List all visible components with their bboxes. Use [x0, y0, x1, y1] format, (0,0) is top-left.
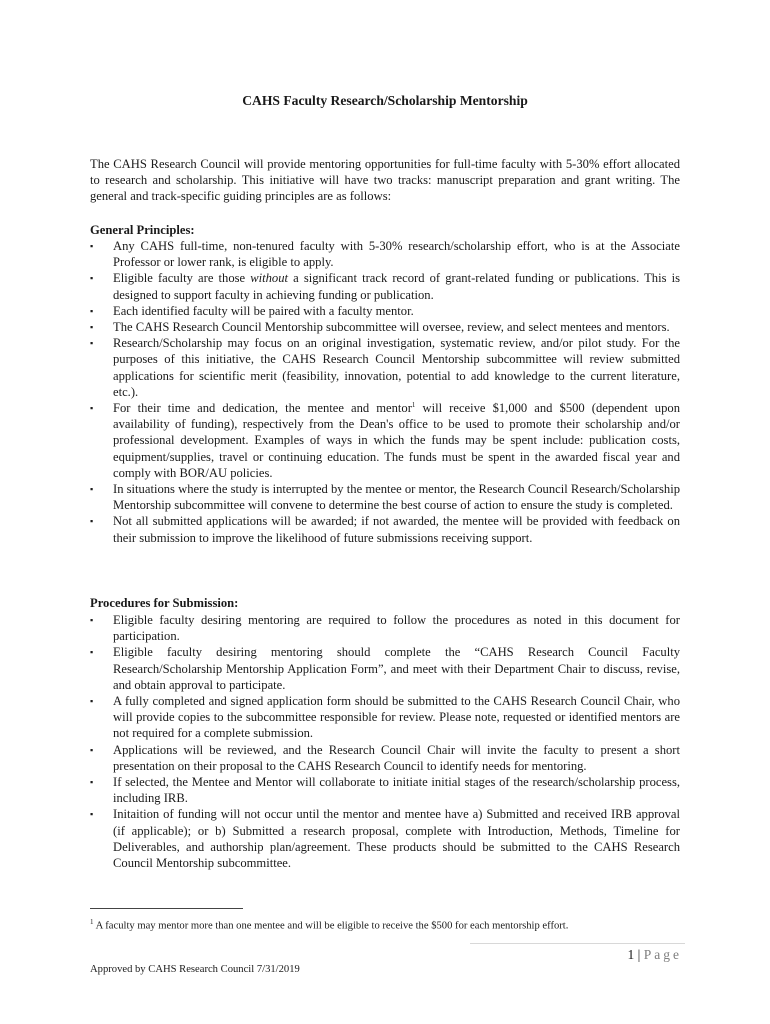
procedures-list	[90, 612, 680, 871]
bullet-icon: ▪	[90, 322, 94, 333]
bullet-icon: ▪	[90, 273, 94, 284]
bullet-icon: ▪	[90, 744, 94, 755]
list-item	[90, 644, 680, 693]
page-number-value: 1	[627, 947, 635, 962]
list-item	[90, 270, 680, 302]
bullet-icon: ▪	[90, 647, 94, 658]
list-item	[90, 612, 680, 644]
list-item-text: For their time and dedication, the mentee and mentor	[113, 401, 412, 416]
list-item-text: A fully completed and signed application form should be submitted to the CAHS Research Council Chair, who will provide copies to the subcommittee responsible for review. Please note, requested or identified mentors are not required for a complete submission.	[113, 694, 680, 741]
list-item-text: a significant track record of grant-related funding or publications. This is designed to support faculty in achieving funding or publication.	[113, 271, 680, 302]
footnote-reference: 1	[411, 400, 416, 409]
list-item-text: Any CAHS full-time, non-tenured faculty with 5-30% research/scholarship effort, who is at the Associate Professor or lower rank, is eligible to apply.	[113, 239, 680, 270]
list-item	[90, 238, 680, 270]
bullet-icon: ▪	[90, 305, 94, 316]
bullet-icon: ▪	[90, 809, 94, 820]
list-item-text: Each identified faculty will be paired with a faculty mentor.	[113, 303, 414, 318]
bullet-icon: ▪	[90, 338, 94, 349]
list-item-text: Eligible faculty desiring mentoring are required to follow the procedures as noted in this document for participation.	[113, 613, 680, 644]
emphasis-text: without	[250, 271, 289, 286]
bullet-icon: ▪	[90, 241, 94, 251]
list-item-text: Eligible faculty are those	[113, 271, 251, 286]
footnote-marker: 1	[90, 918, 94, 926]
list-item	[90, 400, 680, 481]
general-principles-list	[90, 238, 680, 546]
list-item-text: Initaition of funding will not occur until the mentor and mentee have a) Submitted and received IRB approval (if applicable); or b) Submitted a research proposal, complete with Introduction, Methods, Timeline for Deliverables, and authorship plan/agreement. These products should be submitted to the CAHS Research Council Mentorship subcommittee.	[113, 807, 680, 871]
list-item	[90, 742, 680, 774]
list-item-text: will receive $1,000 and $500 (dependent upon availability of funding), respectively from the Dean's office to be used to promote their scholarship and/or professional development. Examples of ways in which the funds may be spent include: publication costs, equipment/supplies, travel or continuing education. The funds must be spent in the awarded fiscal year and comply with BOR/AU policies.	[113, 401, 680, 480]
page-title: CAHS Faculty Research/Scholarship Mentorship	[242, 93, 528, 108]
bullet-icon: ▪	[90, 615, 94, 625]
approval-note: Approved by CAHS Research Council 7/31/2019	[90, 964, 300, 975]
footnote-divider	[90, 908, 243, 909]
procedures-heading: Procedures for Submission:	[90, 596, 239, 610]
footnote-text: A faculty may mentor more than one mentee and will be eligible to receive the $500 for each mentorship effort.	[93, 920, 569, 932]
bullet-icon: ▪	[90, 516, 94, 527]
list-item	[90, 319, 680, 335]
page-label: Page	[643, 947, 682, 962]
page-number	[628, 947, 682, 963]
list-item-text: In situations where the study is interrupted by the mentee or mentor, the Research Council Research/Scholarship Mentorship subcommittee will convene to determine the best course of action to ensure the study is completed.	[113, 482, 680, 513]
bullet-icon: ▪	[90, 484, 94, 495]
list-item-text: Eligible faculty desiring mentoring should complete the “CAHS Research Council Faculty Research/Scholarship Mentorship Application Form”, and meet with their Department Chair to discuss, revise, and obtain approval to participate.	[113, 645, 680, 692]
bullet-icon: ▪	[90, 777, 94, 788]
general-principles-heading: General Principles:	[90, 223, 195, 237]
page-number-separator: |	[637, 947, 641, 962]
list-item-text: The CAHS Research Council Mentorship subcommittee will oversee, review, and select mentees and mentors.	[113, 320, 670, 335]
footnote	[90, 915, 568, 934]
bullet-icon: ▪	[90, 403, 94, 414]
list-item-text: Not all submitted applications will be awarded; if not awarded, the mentee will be provided with feedback on their submission to improve the likelihood of future submissions receiving support.	[113, 514, 680, 545]
list-item	[90, 693, 680, 742]
list-item	[90, 335, 680, 400]
list-item	[90, 303, 680, 319]
bullet-icon: ▪	[90, 696, 94, 707]
list-item-text: Applications will be reviewed, and the Research Council Chair will invite the faculty to present a short presentation on their proposal to the CAHS Research Council to identify needs for mentoring.	[113, 742, 680, 773]
list-item	[90, 774, 680, 806]
list-item-text: Research/Scholarship may focus on an original investigation, systematic review, and/or pilot study. For the purposes of this initiative, the CAHS Research Council Mentorship subcommittee will review submitted applications for scientific merit (feasibility, innovation, potential to add knowledge to the current literature, etc.).	[113, 336, 680, 399]
list-item	[90, 806, 680, 871]
list-item	[90, 513, 680, 545]
intro-paragraph: The CAHS Research Council will provide mentoring opportunities for full-time faculty with 5-30% effort allocated to research and scholarship. This initiative will have two tracks: manuscript preparation and grant writing. The general and track-specific guiding principles are as follows:	[90, 157, 680, 204]
list-item	[90, 481, 680, 513]
page-number-divider	[470, 943, 685, 944]
list-item-text: If selected, the Mentee and Mentor will collaborate to initiate initial stages of the research/scholarship process, including IRB.	[113, 775, 680, 806]
